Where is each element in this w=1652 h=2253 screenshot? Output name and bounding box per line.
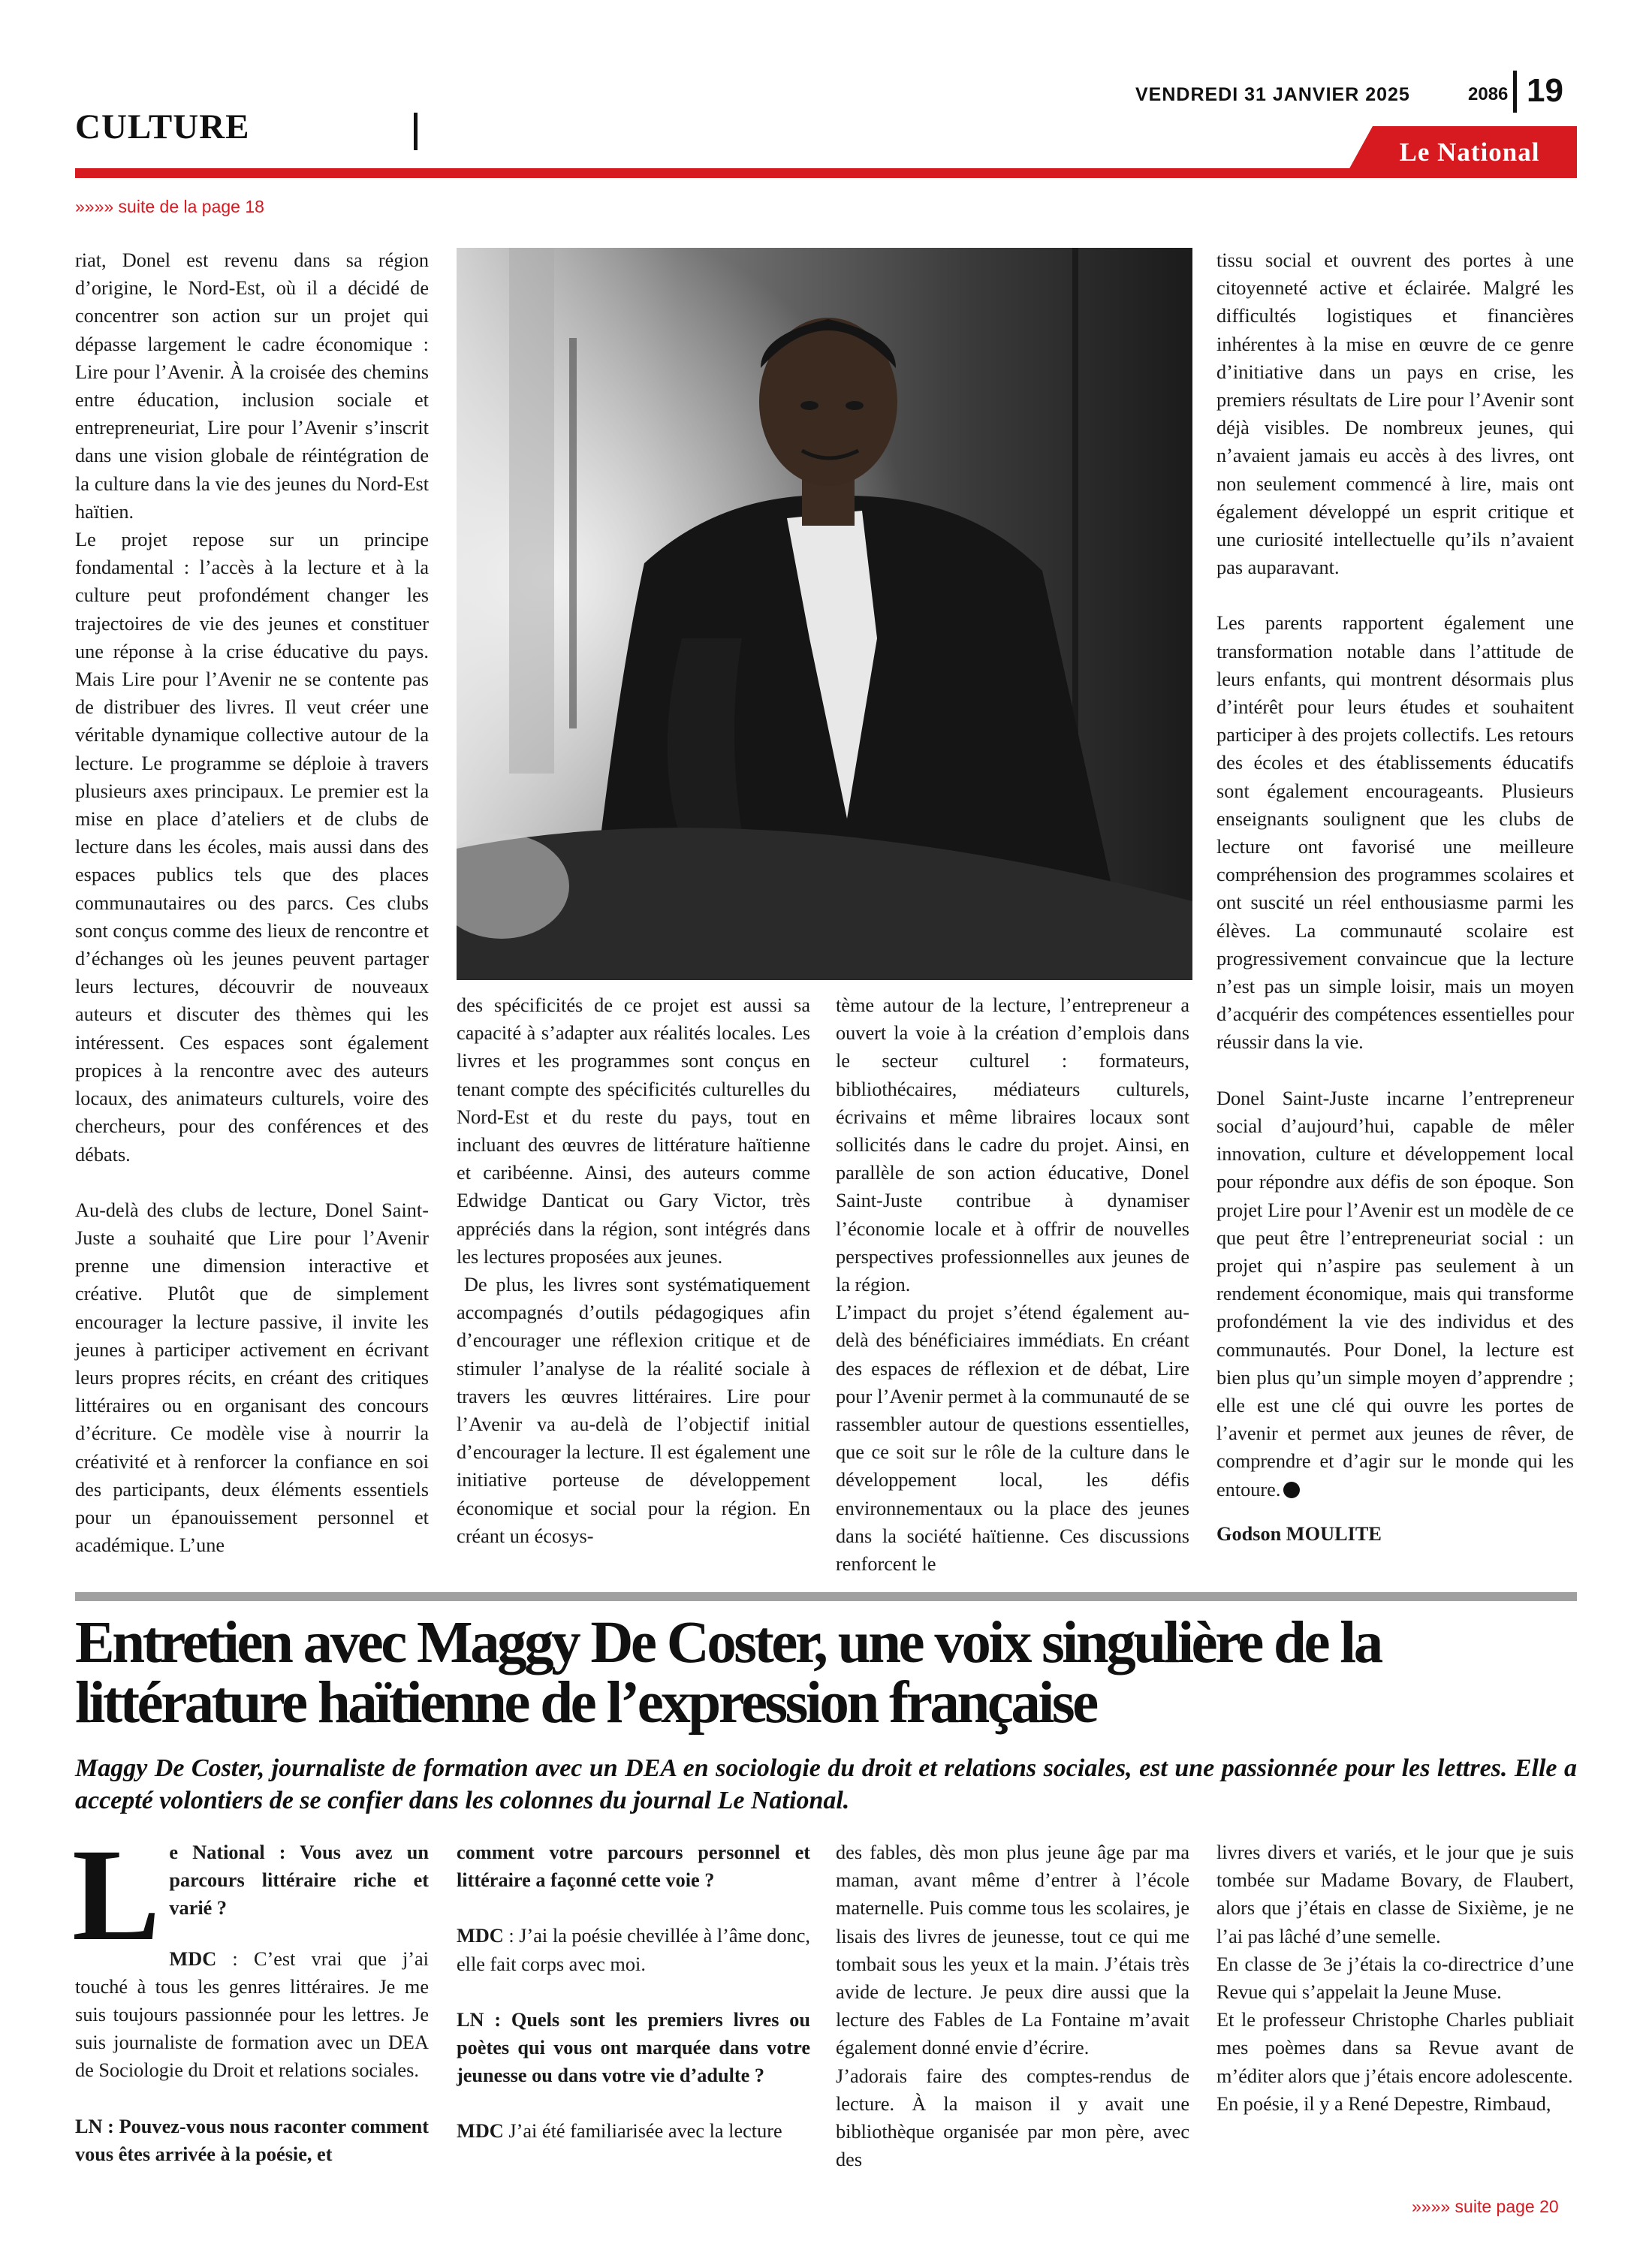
paragraph: Et le professeur Christophe Charles publiait mes poèmes dans sa Revue avant de m’éditer alors que j’étais encore adolescente. — [1216, 2009, 1574, 2087]
article1-column-2 — [457, 991, 810, 1550]
paragraph: tème autour de la lecture, l’entrepreneur a ouvert la voie à la création d’emplois dans le secteur culturel : formateurs, bibliothécaires, médiateurs culturels, écrivains et même libraires locaux sont sollicités dans le cadre du projet. Ainsi, en parallèle de son action éducative, Donel Saint-Juste contribue à dynamiser l’économie locale et à offrir de nouvelles perspectives professionnelles aux jeunes de la région. — [836, 994, 1189, 1296]
interview-column-1 — [72, 1822, 429, 2168]
section-divider — [414, 113, 418, 150]
issue-date: VENDREDI 31 JANVIER 2025 — [1135, 84, 1410, 105]
paragraph: Au-delà des clubs de lecture, Donel Saint-Juste a souhaité que Lire pour l’Avenir prenne une dimension interactive et créative. Plutôt que de simplement encourager la lecture passive, il invite les jeunes à participer activement en écrivant leurs propres récits, en créant des critiques littéraires ou en organisant des concours d’écriture. Ce modèle vise à nourrir la créativité et à renforcer la confiance en soi des participants, deux éléments essentiels pour un épanouissement personnel et académique. L’une — [75, 1199, 429, 1557]
interview-column-2 — [457, 1838, 810, 2146]
paragraph: En poésie, il y a René Depestre, Rimbaud, — [1216, 2092, 1551, 2115]
paragraph: En classe de 3e j’étais la co-directrice d’une Revue qui s’appelait la Jeune Muse. — [1216, 1953, 1574, 2004]
speaker-label: MDC — [457, 1925, 504, 1947]
page-number: 19 — [1527, 72, 1563, 109]
continued-from-link[interactable]: »»»» suite de la page 18 — [75, 197, 264, 216]
speaker-label: MDC — [457, 2120, 504, 2143]
masthead-brand: Le National — [1399, 137, 1540, 167]
drop-cap: L — [72, 1822, 161, 1968]
article1-column-4 — [1216, 246, 1574, 1548]
answer-text: : C’est vrai que j’ai touché à tous les genres littéraires. Je me suis toujours passionnée pour les lettres. Je suis journaliste de formation avec un DEA de Sociologie du Droit et relations sociales. — [75, 1947, 429, 2082]
paragraph: tissu social et ouvrent des portes à une citoyenneté active et éclairée. Malgré les difficultés logistiques et financières inhérentes à la mise en œuvre de ce genre d’initiative dans un pays en crise, les premiers résultats de Lire pour l’Avenir sont déjà visibles. De nombreux jeunes, qui n’avaient jamais eu accès à des livres, ont non seulement commencé à lire, mais ont également développé un esprit critique et une curiosité intellectuelle qu’ils n’avaient pas auparavant. — [1216, 249, 1574, 579]
paragraph: Le projet repose sur un principe fondamental : l’accès à la lecture et à la culture peut profondément changer les trajectoires de vie des jeunes et constituer une réponse à la crise éducative du pays. Mais Lire pour l’Avenir ne se contente pas de distribuer des livres. Il veut créer une véritable dynamique collective autour de la lecture. Le programme se déploie à travers plusieurs axes principaux. Le premier est la mise en place d’ateliers et de clubs de lecture dans les écoles, mais aussi dans des espaces publics tels que des places communautaires ou des parcs. Ces clubs sont conçus comme des lieux de rencontre et d’échanges où les jeunes peuvent partager leurs lectures, découvrir de nouveaux auteurs et discuter des thèmes qui les intéressent. Ces espaces sont également propices à la rencontre avec des auteurs locaux, des animateurs culturels, voire des chercheurs, pour des conférences et des débats. — [75, 529, 429, 1166]
interview-question: LN : Pouvez-vous nous raconter comment vous êtes arrivée à la poésie, et — [75, 2115, 429, 2165]
paragraph: riat, Donel est revenu dans sa région d’origine, le Nord-Est, où il a décidé de concentrer son action sur un projet qui dépasse largement le cadre économique : Lire pour l’Avenir. À la croisée des chemins entre éducation, inclusion sociale et entrepreneuriat, Lire pour l’Avenir s’inscrit dans une vision globale de réintégration de la culture dans la vie des jeunes du Nord-Est haïtien. — [75, 249, 429, 523]
article1-column-1 — [75, 246, 429, 1559]
continued-to-link[interactable]: »»»» suite page 20 — [1412, 2197, 1559, 2216]
paragraph: L’impact du projet s’étend également au-delà des bénéficiaires immédiats. En créant des espaces de réflexion et de débat, Lire pour l’Avenir permet à la communauté de se rassembler autour de questions essentielles, que ce soit sur le rôle de la culture dans le développement local, les défis environnementaux ou la place des jeunes dans la société haïtienne. Ces discussions renforcent le — [836, 1301, 1189, 1576]
paragraph-final — [1216, 1084, 1574, 1504]
interview-answer — [457, 2117, 810, 2145]
interview-question: e National : Vous avez un parcours littéraire riche et varié ? — [169, 1841, 429, 1920]
paragraph: J’adorais faire des comptes-rendus de lecture. À la maison il y avait une bibliothèque organisée par mon père, avec des — [836, 2064, 1189, 2171]
interview-question: comment votre parcours personnel et littéraire a façonné cette voie ? — [457, 1841, 810, 1892]
article1-column-3 — [836, 991, 1189, 1578]
paragraph: des spécificités de ce projet est aussi sa capacité à s’adapter aux réalités locales. Les livres et les programmes sont conçus en tenant compte des spécificités culturelles du Nord-Est et du reste du pays, tout en incluant des œuvres de littérature haïtienne et caribéenne. Ainsi, des auteurs comme Edwidge Danticat ou Gary Victor, très appréciés dans la région, sont intégrés dans les lectures proposées aux jeunes. — [457, 994, 810, 1268]
section-title: CULTURE — [75, 107, 250, 146]
paragraph: Les parents rapportent également une transformation notable dans l’attitude de leurs enfants, qui montrent désormais plus d’intérêt pour leurs études et souhaitent participer à des projets collectifs. Les retours des écoles et des établissements éducatifs sont également encourageants. Plusieurs enseignants soulignent que les clubs de lecture ont favorisé une meilleure compréhension des programmes scolaires et ont suscité un réel enthousiasme parmi les élèves. La communauté scolaire est progressivement convaincue que la lecture n’est pas un simple loisir, mais un moyen d’acquérir des compétences essentielles pour réussir dans la vie. — [1216, 612, 1574, 1054]
speaker-label: MDC — [169, 1947, 217, 1970]
interview-question: LN : Quels sont les premiers livres ou poètes qui vous ont marquée dans votre jeunesse ou dans votre vie d’adulte ? — [457, 2008, 810, 2087]
page-number-divider — [1513, 71, 1517, 113]
paragraph: De plus, les livres sont systématiquement accompagnés d’outils pédagogiques afin d’encourager une réflexion critique et de stimuler l’analyse de la réalité sociale à travers les œuvres littéraires. Lire pour l’Avenir va au-delà de l’objectif initial d’encourager la lecture. Il est également une initiative porteuse de développement économique et social pour la région. En créant un écosys- — [457, 1274, 810, 1547]
interview-column-3 — [836, 1838, 1189, 2173]
end-mark-icon — [1283, 1482, 1300, 1498]
article2-headline: Entretien avec Maggy De Coster, une voix singulière de la littérature haïtienne de l’expression française — [75, 1610, 1381, 1736]
interview-answer — [457, 1922, 810, 1977]
article-divider — [75, 1592, 1577, 1601]
header-rule — [75, 168, 1577, 178]
byline: Godson MOULITE — [1216, 1522, 1382, 1545]
article2-deck: Maggy De Coster, journaliste de formation avec un DEA en sociologie du droit et relations sociales, est une passionnée pour les lettres. Elle a accepté volontiers de se confier dans les colonnes du journal Le National. — [75, 1754, 1577, 1814]
answer-text: J’ai été familiarisée avec la lecture — [503, 2120, 782, 2143]
paragraph: livres divers et variés, et le jour que je suis tombée sur Madame Bovary, de Flaubert, alors que j’étais en classe de Sixième, je ne l’ai pas lâché d’une semelle. — [1216, 1841, 1574, 1947]
portrait-photo — [457, 248, 1192, 980]
paragraph-text: Donel Saint-Juste incarne l’entrepreneur social d’aujourd’hui, capable de mêler innovation, culture et développement local pour répondre aux défis de son époque. Son projet Lire pour l’Avenir est un modèle de ce que peut être l’entrepreneuriat social : un projet qui n’aspire pas seulement à un rendement économique, mais qui transforme profondément la vie des individus et des communautés. Pour Donel, la lecture est bien plus qu’un simple moyen d’apprendre ; elle est une clé qui ouvre les portes de l’avenir et permet aux jeunes de rêver, de comprendre et d’agir sur le monde qui les entoure. — [1216, 1087, 1574, 1500]
interview-column-4 — [1216, 1838, 1574, 2118]
issue-number: 2086 — [1468, 84, 1509, 104]
answer-text: : J’ai la poésie chevillée à l’âme donc, elle fait corps avec moi. — [457, 1925, 810, 1975]
paragraph: des fables, dès mon plus jeune âge par ma maman, avant même d’entrer à l’école maternelle. Puis comme tous les scolaires, je lisais des livres de jeunesse, tout ce qui me tombait sous les yeux et la main. J’étais très avide de lecture. Je peux dire aussi que la lecture des Fables de La Fontaine m’avait également donné envie d’écrire. — [836, 1841, 1189, 2059]
